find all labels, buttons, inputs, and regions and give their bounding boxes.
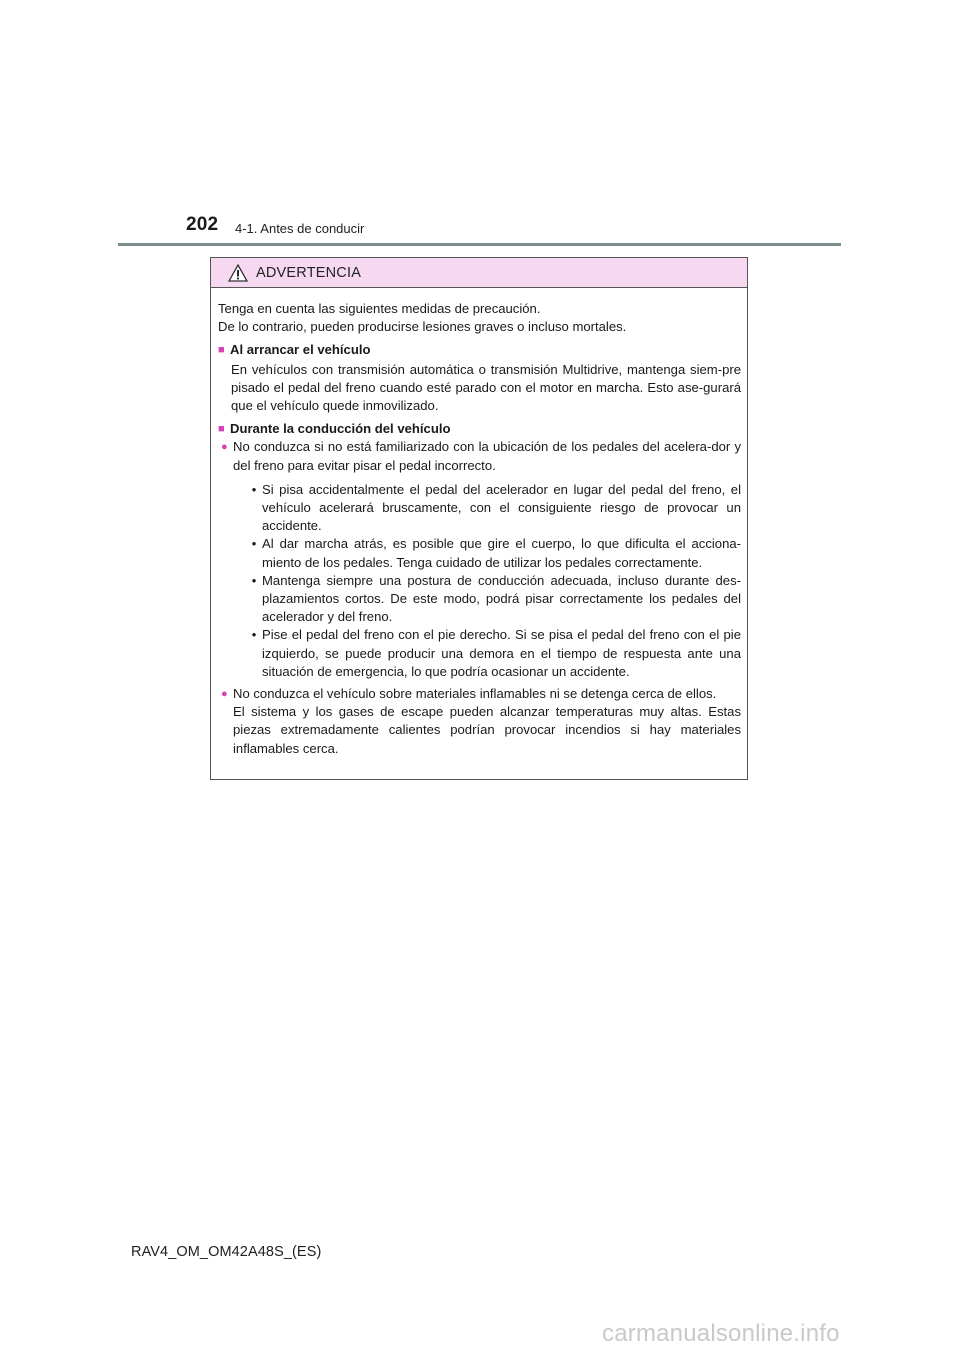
sub-item-text: Pise el pedal del freno con el pie derecho. Si se pisa el pedal del freno con el pie izquierdo, se puede producir una demora en el tiempo de respuesta ante una situación de emergencia, lo que podría ocasionar un accidente. xyxy=(262,627,741,679)
square-bullet-icon: ■ xyxy=(218,344,225,357)
circle-bullet-icon: ● xyxy=(221,441,228,454)
bullet-line: No conduzca el vehículo sobre materiales inflamables ni se detenga cerca de ellos. xyxy=(233,686,717,702)
warning-box xyxy=(210,257,748,780)
sub-list-item xyxy=(246,535,741,571)
warning-intro xyxy=(218,300,741,336)
document-code: RAV4_OM_OM42A48S_(ES) xyxy=(131,1244,322,1260)
section-driving xyxy=(218,420,741,758)
warning-header xyxy=(211,258,747,288)
watermark: carmanualsonline.info xyxy=(602,1320,840,1347)
sub-list-item xyxy=(246,481,741,536)
header-rule xyxy=(118,243,841,246)
bullet-extra: El sistema y los gases de escape pueden alcanzar temperaturas muy altas. Estas piezas extremadamente calientes podrían provocar incendios si hay materiales inflamables cerca. xyxy=(233,704,741,756)
section-heading-text: Al arrancar el vehículo xyxy=(230,342,371,358)
bullet-line: No conduzca si no está familiarizado con la ubicación de los pedales del acelera-dor y del freno para evitar pisar el pedal incorrecto. xyxy=(233,439,741,473)
warning-triangle-icon xyxy=(228,264,248,282)
bullet-text xyxy=(233,438,741,681)
dot-bullet-icon: • xyxy=(251,536,257,552)
sub-item-text: Si pisa accidentalmente el pedal del acelerador en lugar del pedal del freno, el vehículo acelerará bruscamente, con el consiguiente riesgo de provocar un accidente. xyxy=(262,481,741,534)
intro-line: Tenga en cuenta las siguientes medidas de precaución. xyxy=(218,301,541,316)
circle-bullet-icon: ● xyxy=(221,688,228,701)
warning-body xyxy=(211,288,747,758)
section-paragraph: En vehículos con transmisión automática o transmisión Multidrive, mantenga siem-pre pisado el pedal del freno cuando esté parado con el motor en marcha. Esto ase-gurará que el vehículo quede inmovilizado. xyxy=(231,361,741,414)
dot-bullet-icon: • xyxy=(251,572,257,588)
sub-list-item xyxy=(246,626,741,681)
section-starting xyxy=(218,341,741,415)
dot-bullet-icon: • xyxy=(251,481,257,497)
page-number: 202 xyxy=(186,214,219,235)
section-heading xyxy=(218,341,741,359)
dot-bullet-icon: • xyxy=(251,627,257,643)
section-title: 4-1. Antes de conducir xyxy=(235,221,365,236)
section-heading-text: Durante la conducción del vehículo xyxy=(230,421,451,437)
square-bullet-icon: ■ xyxy=(218,423,225,436)
intro-line: De lo contrario, pueden producirse lesiones graves o incluso mortales. xyxy=(218,319,627,335)
list-item xyxy=(219,438,741,681)
sub-item-text: Mantenga siempre una postura de conducción adecuada, incluso durante des-plazamientos cortos. De este modo, podrá pisar correctamente los pedales del acelerador y del freno. xyxy=(262,572,741,625)
sub-list xyxy=(246,481,741,681)
sub-list-item xyxy=(246,572,741,627)
bullet-text xyxy=(233,685,741,758)
warning-title: ADVERTENCIA xyxy=(256,264,362,281)
list-item xyxy=(219,685,741,758)
sub-item-text: Al dar marcha atrás, es posible que gire el cuerpo, lo que dificulta el acciona-miento de los pedales. Tenga cuidado de utilizar los pedales correctamente. xyxy=(262,536,741,570)
section-heading xyxy=(218,420,741,438)
